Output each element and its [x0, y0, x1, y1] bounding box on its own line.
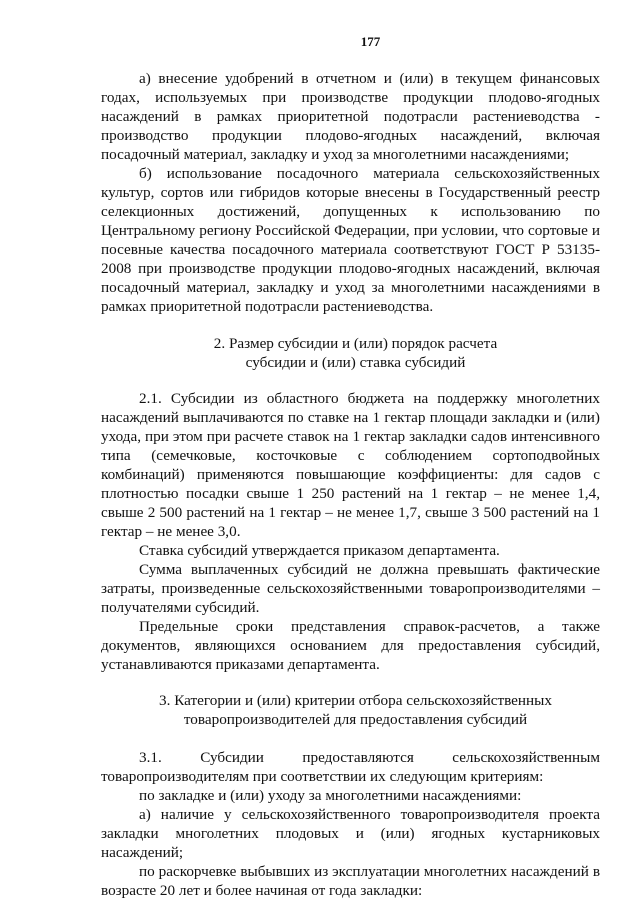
paragraph-deadlines: Предельные сроки представления справок-расчетов, а также документов, являющихся основанием для предоставления субсидий, устанавливаются приказами департамента.	[101, 618, 600, 673]
paragraph-planting-care: по закладке и (или) уходу за многолетними насаждениями:	[139, 787, 522, 804]
paragraph-rate: Ставка субсидий утверждается приказом департамента.	[139, 542, 500, 559]
section-2-heading	[101, 334, 600, 372]
paragraph-uprooting: по раскорчевке выбывших из эксплуатации многолетних насаждений в возрасте 20 лет и более начиная от года закладки:	[101, 863, 600, 899]
section-3-heading	[101, 691, 600, 729]
page-number: 177	[360, 34, 381, 49]
section-2-heading-line-1: 2. Размер субсидии и (или) порядок расчета	[213, 335, 498, 352]
paragraph-planting-material: б) использование посадочного материала сельскохозяйственных культур, сортов или гибридов которые внесены в Государственный реестр селекционных достижений, допущенных к использованию по Центральному региону Российской Федерации, при условии, что сортовые и посевные качества посадочного материала соответствуют ГОСТ Р 53135-2008 при производстве продукции плодово-ягодных насаждений, включая посадочный материал, закладку и уход за многолетними насаждениями в рамках приоритетной подотрасли растениеводства.	[101, 165, 600, 315]
paragraph-fertilizer: а) внесение удобрений в отчетном и (или) в текущем финансовых годах, используемых при производстве продукции плодово-ягодных насаждений в рамках приоритетной подотрасли растениеводства - производство продукции плодово-ягодных насаждений, включая посадочный материал, закладку и уход за многолетними насаждениями;	[101, 70, 600, 163]
paragraph-amount: Сумма выплаченных субсидий не должна превышать фактические затраты, произведенные сельскохозяйственными товаропроизводителями – получателями субсидий.	[101, 561, 600, 616]
paragraph-2-1: 2.1. Субсидии из областного бюджета на поддержку многолетних насаждений выплачиваются по ставке на 1 гектар площади закладки и (или) ухода, при этом при расчете ставок на 1 гектар закладки садов интенсивного типа (семечковые, косточковые с соблюдением сортоподвойных комбинаций) применяются повышающие коэффициенты: для садов с плотностью посадки свыше 1 250 растений на 1 гектар – не менее 1,4, свыше 2 500 растений на 1 гектар – не менее 1,7, свыше 3 500 растений на 1 гектар – не менее 3,0.	[101, 390, 600, 540]
section-3-heading-line-2: товаропроизводителей для предоставления субсидий	[183, 711, 528, 728]
section-3-heading-line-1: 3. Категории и (или) критерии отбора сельскохозяйственных	[159, 692, 552, 709]
paragraph-project: а) наличие у сельскохозяйственного товаропроизводителя проекта закладки многолетних плодовых и (или) ягодных кустарниковых насаждений;	[101, 806, 600, 861]
paragraph-3-1: 3.1. Субсидии предоставляются сельскохозяйственным товаропроизводителям при соответствии их следующим критериям:	[101, 749, 600, 785]
section-2-heading-line-2: субсидии и (или) ставка субсидий	[245, 354, 466, 371]
